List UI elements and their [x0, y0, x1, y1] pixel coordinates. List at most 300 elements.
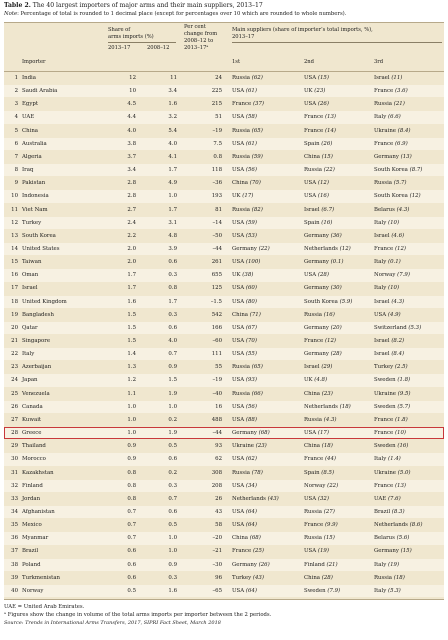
change-cell: –20 — [212, 535, 222, 542]
rank-cell: 13 — [11, 232, 18, 239]
supplier-3-cell — [374, 111, 401, 123]
importer-cell: Thailand — [22, 443, 46, 450]
supplier-2-cell — [304, 361, 332, 373]
supplier-share: (64) — [245, 522, 257, 529]
table-row — [4, 440, 444, 452]
supplier-1-cell — [232, 125, 263, 137]
supplier-2-cell — [304, 296, 352, 308]
supplier-name: USA — [304, 430, 317, 437]
header-suppliers: Main suppliers (share of importer’s total imports, %), 2013–17 — [232, 27, 373, 40]
supplier-share: (66) — [251, 390, 263, 397]
share-2008-12-cell: 1.7 — [168, 298, 177, 305]
supplier-2-cell — [304, 572, 333, 584]
share-2013-17-cell: 0.7 — [127, 508, 136, 515]
supplier-name: China — [232, 180, 249, 187]
supplier-1-cell — [232, 493, 279, 505]
supplier-share: (4.9) — [387, 311, 401, 318]
change-cell: 261 — [211, 259, 222, 266]
supplier-name: Germany — [304, 324, 329, 331]
table-row — [4, 256, 444, 268]
supplier-1-cell — [232, 335, 257, 347]
header-first: 1st — [232, 59, 241, 65]
supplier-3-cell — [374, 309, 401, 321]
table-row — [4, 125, 444, 137]
importer-cell: Norway — [22, 587, 44, 594]
change-cell: –14 — [212, 219, 222, 226]
change-cell: 51 — [215, 114, 222, 121]
supplier-2-cell — [304, 72, 329, 84]
share-2008-12-cell: 0.3 — [168, 272, 177, 279]
supplier-share: (0.1) — [388, 259, 401, 266]
supplier-share: (70) — [249, 180, 261, 187]
share-2008-12-cell: 4.0 — [168, 338, 177, 344]
supplier-name: Italy — [374, 219, 387, 226]
supplier-share: (12) — [324, 338, 337, 344]
supplier-1-cell — [232, 204, 263, 216]
table-row — [4, 190, 444, 202]
share-2008-12-cell: 0.3 — [168, 482, 177, 489]
supplier-1-cell — [232, 177, 261, 189]
supplier-share: (0.1) — [330, 259, 344, 266]
rank-cell: 23 — [11, 364, 18, 371]
table-row — [4, 322, 444, 334]
supplier-2-cell — [304, 269, 329, 281]
share-2008-12-cell: 3.9 — [168, 245, 177, 252]
supplier-name: France — [374, 88, 394, 95]
importer-cell: Oman — [22, 272, 39, 279]
supplier-share: (5.9) — [339, 298, 353, 305]
supplier-name: Germany — [374, 548, 399, 555]
importer-cell: Kuwait — [22, 416, 42, 423]
supplier-share: (28) — [321, 574, 333, 581]
supplier-name: France — [374, 430, 394, 437]
supplier-name: Russia — [232, 75, 251, 81]
supplier-2-cell — [304, 519, 338, 531]
share-2008-12-cell: 1.5 — [168, 377, 177, 384]
supplier-share: (62) — [251, 75, 263, 81]
supplier-name: Israel — [374, 338, 390, 344]
share-2013-17-cell: 1.5 — [127, 338, 136, 344]
supplier-share: (23) — [314, 88, 326, 95]
change-cell: –40 — [212, 390, 222, 397]
supplier-3-cell — [374, 559, 399, 571]
supplier-share: (10) — [388, 219, 400, 226]
table-row — [4, 532, 444, 544]
supplier-1-cell — [232, 72, 263, 84]
supplier-3-cell — [374, 335, 404, 347]
table-row — [4, 309, 444, 321]
share-2013-17-cell: 1.3 — [127, 364, 136, 371]
importer-cell: Azerbaijan — [22, 364, 52, 371]
note-text: : Percentage of total is rounded to 1 decimal place (except for percentages over 10 which are rounded to whole numbers). — [17, 11, 347, 17]
supplier-share: (10) — [394, 430, 407, 437]
footer-footnote: ᵃ Figures show the change in volume of the total arms imports per importer between the 2 periods. — [4, 612, 272, 618]
header-importer: Importer — [22, 59, 46, 65]
importer-cell: Greece — [22, 430, 42, 437]
supplier-share: (30) — [330, 285, 342, 292]
supplier-share: (7.9) — [327, 587, 341, 594]
supplier-name: USA — [232, 522, 245, 529]
share-2013-17-cell: 2.8 — [127, 193, 136, 200]
importer-cell: Turkmenistan — [22, 574, 61, 581]
rank-cell: 24 — [11, 377, 18, 384]
table-row — [4, 177, 444, 189]
share-2008-12-cell: 5.4 — [168, 127, 177, 134]
supplier-share: (56) — [245, 403, 257, 410]
change-cell: –19 — [212, 127, 222, 134]
supplier-3-cell — [374, 480, 406, 492]
table-row — [4, 493, 444, 505]
change-cell: 24 — [215, 75, 222, 81]
supplier-3-cell — [374, 322, 421, 334]
supplier-name: France — [374, 245, 394, 252]
supplier-share: (3.6) — [394, 88, 408, 95]
share-2013-17-cell: 1.4 — [127, 351, 136, 358]
supplier-share: (44) — [324, 456, 337, 463]
supplier-name: Italy — [374, 259, 387, 266]
supplier-share: (53) — [245, 232, 257, 239]
supplier-1-cell — [232, 559, 270, 571]
rank-cell: 18 — [11, 298, 18, 305]
supplier-1-cell — [232, 164, 257, 176]
supplier-name: Russia — [232, 364, 251, 371]
supplier-3-cell — [374, 296, 404, 308]
importer-cell: Saudi Arabia — [22, 88, 58, 95]
supplier-share: (14) — [324, 127, 337, 134]
supplier-1-cell — [232, 217, 257, 229]
change-cell: 16 — [215, 403, 222, 410]
rank-cell: 2 — [14, 88, 18, 95]
supplier-2-cell — [304, 388, 333, 400]
supplier-name: France — [304, 127, 324, 134]
rank-cell: 19 — [11, 311, 18, 318]
supplier-3-cell — [374, 401, 410, 413]
supplier-share: (5.3) — [408, 324, 422, 331]
supplier-3-cell — [374, 519, 422, 531]
share-2013-17-cell: 0.8 — [127, 495, 136, 502]
importer-cell: China — [22, 127, 39, 134]
supplier-3-cell — [374, 269, 410, 281]
supplier-1-cell — [232, 243, 270, 255]
supplier-share: (21) — [326, 561, 338, 568]
supplier-share: (59) — [251, 153, 263, 160]
supplier-2-cell — [304, 230, 342, 242]
share-2013-17-cell: 10 — [129, 88, 136, 95]
supplier-name: France — [232, 101, 252, 108]
supplier-3-cell — [374, 585, 401, 597]
supplier-name: USA — [232, 482, 245, 489]
share-2013-17-cell: 2.0 — [127, 259, 136, 266]
supplier-name: France — [374, 482, 394, 489]
importer-cell: Brazil — [22, 548, 39, 555]
supplier-1-cell — [232, 585, 257, 597]
share-2013-17-cell: 2.7 — [127, 206, 136, 213]
supplier-3-cell — [374, 453, 401, 465]
supplier-name: Ukraine — [374, 127, 396, 134]
supplier-name: Germany — [232, 561, 257, 568]
supplier-name: Russia — [304, 311, 323, 318]
supplier-share: (12) — [409, 193, 421, 200]
supplier-share: (15) — [321, 153, 333, 160]
importer-cell: Pakistan — [22, 180, 46, 187]
supplier-1-cell — [232, 545, 264, 557]
share-2008-12-cell: 3.4 — [168, 88, 177, 95]
header-share: Share of arms imports (%) — [108, 27, 154, 40]
supplier-name: USA — [232, 232, 245, 239]
supplier-3-cell — [374, 532, 409, 544]
supplier-share: (4.3) — [391, 298, 405, 305]
supplier-name: Sweden — [374, 403, 396, 410]
supplier-1-cell — [232, 98, 264, 110]
supplier-3-cell — [374, 85, 408, 97]
supplier-3-cell — [374, 204, 409, 216]
supplier-share: (17) — [242, 193, 254, 200]
supplier-name: Germany — [304, 285, 329, 292]
supplier-name: France — [304, 114, 324, 121]
supplier-name: Turkey — [232, 574, 252, 581]
supplier-1-cell — [232, 374, 257, 386]
rank-cell: 3 — [14, 101, 18, 108]
supplier-3-cell — [374, 493, 401, 505]
change-cell: –36 — [212, 180, 222, 187]
supplier-share: (5.0) — [397, 469, 411, 476]
supplier-2-cell — [304, 374, 327, 386]
supplier-name: USA — [232, 587, 245, 594]
share-2008-12-cell: 1.0 — [168, 403, 177, 410]
supplier-share: (15) — [317, 75, 329, 81]
share-2008-12-cell: 4.1 — [168, 153, 177, 160]
supplier-2-cell — [304, 532, 335, 544]
supplier-share: (7.6) — [387, 495, 401, 502]
footer-abbreviation: UAE = United Arab Emirates. — [4, 604, 85, 610]
supplier-share: (8.5) — [321, 469, 335, 476]
supplier-name: Italy — [374, 456, 387, 463]
share-2013-17-cell: 3.8 — [127, 140, 136, 147]
share-2008-12-cell: 1.0 — [168, 535, 177, 542]
header-change: Per cent change from 2008–12 to 2013–17ᵃ — [184, 24, 218, 51]
supplier-1-cell — [232, 453, 257, 465]
supplier-share: (64) — [245, 508, 257, 515]
share-2013-17-cell: 1.0 — [127, 403, 136, 410]
importer-cell: Bangladesh — [22, 311, 54, 318]
supplier-name: USA — [304, 495, 317, 502]
change-cell: 488 — [211, 416, 222, 423]
supplier-2-cell — [304, 111, 336, 123]
supplier-share: (8.6) — [409, 522, 423, 529]
table-row — [4, 401, 444, 413]
supplier-share: (43) — [267, 495, 279, 502]
supplier-1-cell — [232, 256, 260, 268]
supplier-name: USA — [232, 508, 245, 515]
rank-cell: 16 — [11, 272, 18, 279]
supplier-share: (56) — [245, 167, 257, 174]
supplier-name: Germany — [304, 232, 329, 239]
share-2013-17-cell: 1.0 — [127, 430, 136, 437]
supplier-share: (12) — [317, 180, 329, 187]
rank-cell: 20 — [11, 324, 18, 331]
share-2013-17-cell: 0.5 — [127, 587, 136, 594]
supplier-name: Netherlands — [304, 403, 338, 410]
change-cell: 655 — [211, 272, 222, 279]
table-row — [4, 388, 444, 400]
share-2013-17-cell: 1.1 — [127, 390, 136, 397]
supplier-3-cell — [374, 217, 399, 229]
change-cell: –44 — [212, 245, 222, 252]
supplier-name: South Korea — [374, 167, 408, 174]
importer-cell: India — [22, 75, 36, 81]
supplier-share: (67) — [245, 324, 257, 331]
share-2008-12-cell: 0.8 — [168, 285, 177, 292]
rank-cell: 17 — [11, 285, 18, 292]
supplier-share: (93) — [245, 377, 257, 384]
header-third: 3rd — [374, 59, 384, 65]
supplier-name: Italy — [374, 285, 387, 292]
supplier-name: Russia — [232, 390, 251, 397]
supplier-share: (2.5) — [394, 364, 408, 371]
share-2008-12-cell: 0.6 — [168, 508, 177, 515]
supplier-name: Israel — [304, 364, 320, 371]
supplier-name: China — [304, 390, 321, 397]
supplier-share: (29) — [321, 364, 333, 371]
supplier-name: USA — [232, 324, 245, 331]
supplier-name: USA — [232, 259, 245, 266]
share-2013-17-cell: 2.4 — [127, 219, 136, 226]
rank-cell: 11 — [11, 206, 18, 213]
share-2013-17-cell: 4.0 — [127, 127, 136, 134]
change-cell: 81 — [215, 206, 222, 213]
table-row — [4, 243, 444, 255]
supplier-share: (5.6) — [396, 535, 410, 542]
supplier-2-cell — [304, 545, 329, 557]
supplier-share: (26) — [321, 140, 333, 147]
importer-cell: Indonesia — [22, 193, 49, 200]
rank-cell: 40 — [11, 587, 18, 594]
supplier-1-cell — [232, 480, 257, 492]
supplier-name: Spain — [304, 140, 320, 147]
supplier-3-cell — [374, 414, 408, 426]
supplier-name: USA — [304, 101, 317, 108]
supplier-name: Switzerland — [374, 324, 407, 331]
supplier-2-cell — [304, 85, 325, 97]
supplier-2-cell — [304, 414, 337, 426]
share-2013-17-cell: 0.9 — [127, 456, 136, 463]
rank-cell: 39 — [11, 574, 18, 581]
supplier-1-cell — [232, 230, 257, 242]
supplier-share: (71) — [249, 311, 261, 318]
rank-cell: 12 — [11, 219, 18, 226]
share-2013-17-cell: 1.5 — [127, 324, 136, 331]
supplier-name: Israel — [374, 75, 390, 81]
supplier-name: Finland — [304, 561, 325, 568]
supplier-name: Russia — [304, 535, 323, 542]
supplier-2-cell — [304, 493, 329, 505]
rank-cell: 29 — [11, 443, 18, 450]
supplier-share: (80) — [245, 298, 257, 305]
change-cell: 125 — [211, 285, 222, 292]
supplier-name: Spain — [304, 219, 320, 226]
supplier-share: (22) — [258, 245, 270, 252]
supplier-share: (13) — [394, 482, 407, 489]
supplier-share: (8.4) — [397, 127, 411, 134]
share-2013-17-cell: 0.6 — [127, 548, 136, 555]
supplier-share: (13) — [400, 153, 412, 160]
header-suppliers-rule — [232, 42, 442, 43]
table-row — [4, 506, 444, 518]
share-2008-12-cell: 3.2 — [168, 114, 177, 121]
supplier-share: (23) — [321, 390, 333, 397]
share-2013-17-cell: 0.6 — [127, 574, 136, 581]
supplier-2-cell — [304, 125, 336, 137]
supplier-share: (4.6) — [391, 232, 405, 239]
supplier-1-cell — [232, 572, 264, 584]
rank-cell: 30 — [11, 456, 18, 463]
supplier-name: USA — [232, 351, 245, 358]
share-2008-12-cell: 0.5 — [168, 522, 177, 529]
supplier-2-cell — [304, 559, 338, 571]
table-note — [4, 11, 444, 18]
supplier-share: (6.6) — [388, 114, 401, 121]
change-cell: 43 — [215, 508, 222, 515]
supplier-name: Sweden — [374, 443, 396, 450]
share-2013-17-cell: 1.6 — [127, 298, 136, 305]
supplier-share: (28) — [330, 351, 342, 358]
supplier-share: (16) — [317, 193, 329, 200]
table-title-label: Table 2. — [4, 2, 31, 9]
supplier-3-cell — [374, 572, 405, 584]
supplier-name: UK — [304, 377, 313, 384]
importer-cell: Israel — [22, 285, 38, 292]
supplier-3-cell — [374, 427, 406, 439]
supplier-name: Russia — [304, 416, 323, 423]
note-label: Note — [4, 11, 18, 17]
rank-cell: 31 — [11, 469, 18, 476]
supplier-1-cell — [232, 111, 257, 123]
supplier-3-cell — [374, 177, 407, 189]
supplier-share: (12) — [339, 245, 351, 252]
change-cell: 193 — [211, 193, 222, 200]
header-second: 2nd — [304, 59, 314, 65]
supplier-name: Germany — [374, 153, 399, 160]
supplier-name: Sweden — [304, 587, 326, 594]
supplier-name: Russia — [374, 101, 393, 108]
supplier-2-cell — [304, 453, 336, 465]
change-cell: –19 — [212, 377, 222, 384]
supplier-name: China — [232, 311, 249, 318]
supplier-name: Brazil — [374, 508, 391, 515]
change-cell: 111 — [211, 351, 222, 358]
supplier-1-cell — [232, 440, 267, 452]
supplier-share: (26) — [258, 561, 270, 568]
supplier-share: (12) — [394, 245, 407, 252]
change-cell: –60 — [212, 338, 222, 344]
share-2008-12-cell: 0.3 — [168, 574, 177, 581]
supplier-name: Ukraine — [232, 443, 254, 450]
change-cell: 118 — [211, 167, 222, 174]
rank-cell: 14 — [11, 245, 18, 252]
supplier-name: Russia — [232, 153, 251, 160]
header-period-2013-17: 2013–17 — [108, 45, 131, 51]
share-2013-17-cell: 4.4 — [127, 114, 136, 121]
supplier-name: Belarus — [374, 206, 395, 213]
supplier-2-cell — [304, 480, 338, 492]
importer-cell: Taiwan — [22, 259, 42, 266]
supplier-name: USA — [232, 298, 245, 305]
table-row — [4, 348, 444, 360]
supplier-share: (8.7) — [409, 167, 423, 174]
rank-cell: 28 — [11, 430, 18, 437]
share-2008-12-cell: 1.7 — [168, 167, 177, 174]
supplier-2-cell — [304, 440, 333, 452]
